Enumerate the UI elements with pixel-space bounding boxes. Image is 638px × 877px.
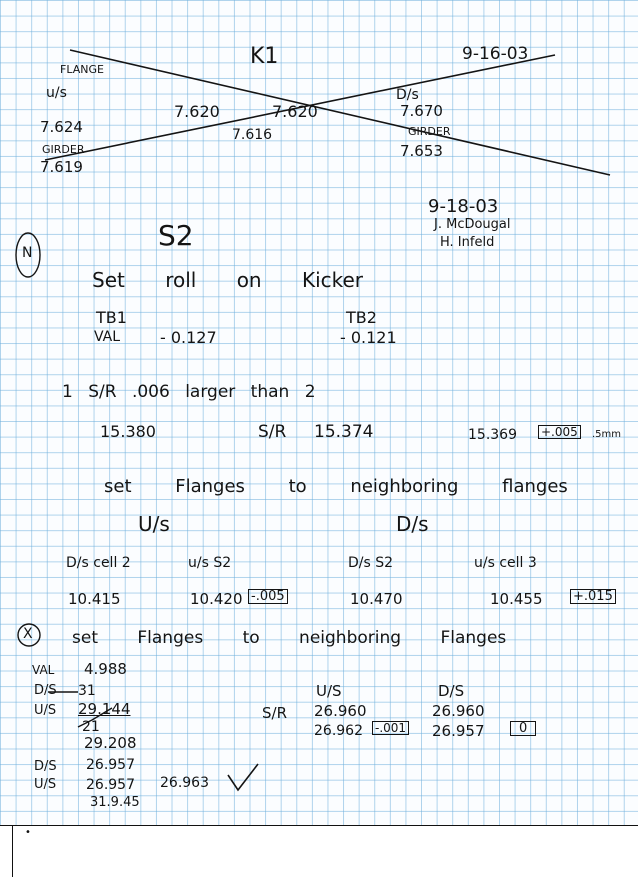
mid-left-value: 7.620 <box>174 102 220 121</box>
x-r-ds2-box: 0 <box>510 721 536 736</box>
ds-label: D/s <box>396 87 419 103</box>
cross-out-stroke-1 <box>70 50 610 175</box>
sr-suffix: .5mm <box>592 429 622 440</box>
x-ds2-label: D/S <box>34 759 57 774</box>
x-r-us2: 26.962 <box>314 723 363 739</box>
sr-correction-box: +.005 <box>538 425 581 439</box>
x-r-ds1: 26.960 <box>432 702 485 720</box>
x-bottom-val: 31.9.45 <box>90 795 140 810</box>
girder-left-value: 7.619 <box>40 158 83 176</box>
x-sub-21: 21 <box>82 719 100 735</box>
x-sum: 29.208 <box>84 734 137 752</box>
x-sr-label: S/R <box>262 704 287 722</box>
mid-center-value: 7.616 <box>232 127 273 143</box>
x-us2-label: U/S <box>34 777 57 792</box>
sr-note: 1 S/R .006 larger than 2 <box>62 382 316 402</box>
x-r-us1: 26.960 <box>314 702 367 720</box>
x-r-ds2: 26.957 <box>432 722 485 740</box>
tb1-val-label: VAL <box>94 329 121 345</box>
x-us-label: U/S <box>34 703 57 718</box>
ds-value: 7.670 <box>400 102 443 120</box>
us-label: u/s <box>46 85 67 101</box>
x-ds2-val: 26.957 <box>86 757 135 773</box>
circled-x-letter: X <box>23 626 33 642</box>
col-2-correction-box: -.005 <box>248 589 288 604</box>
k1-date: 9-16-03 <box>462 44 529 64</box>
set-flanges-note: set Flanges to neighboring flanges <box>104 476 568 497</box>
x-right-us-label: U/S <box>316 682 342 700</box>
us-heading: U/s <box>138 512 170 536</box>
stray-dot: • <box>25 827 31 838</box>
girder-right-value: 7.653 <box>400 142 443 160</box>
col-1-value: 10.415 <box>68 590 121 608</box>
s2-date: 9-18-03 <box>428 196 499 217</box>
col-1-label: D/s cell 2 <box>66 555 131 571</box>
tb1-value: - 0.127 <box>160 328 217 347</box>
col-3-value: 10.470 <box>350 590 403 608</box>
x-flanges-note: set Flanges to neighboring Flanges <box>72 628 507 648</box>
tb2-value: - 0.121 <box>340 328 397 347</box>
x-us-val: 29.144 <box>78 700 131 718</box>
k1-title: K1 <box>250 44 279 69</box>
bottom-border <box>0 825 638 826</box>
sr-value-1: 15.380 <box>100 422 156 441</box>
col-4-correction-box: +.015 <box>570 589 616 604</box>
x-val-label: VAL <box>32 663 55 677</box>
x-val: 4.988 <box>84 660 127 678</box>
x-us2-val: 26.957 <box>86 777 135 793</box>
col-4-value: 10.455 <box>490 590 543 608</box>
set-roll-note: Set roll on Kicker <box>92 268 364 292</box>
col-2-value: 10.420 <box>190 590 243 608</box>
circled-n-letter: N <box>22 245 33 261</box>
x-us2-extra: 26.963 <box>160 775 209 791</box>
engineer-name-1: J. McDougal <box>434 217 511 232</box>
tb2-label: TB2 <box>346 308 377 327</box>
x-ds-val: 31 <box>78 683 96 699</box>
x-ds-label: D/S <box>34 683 57 698</box>
us-value: 7.624 <box>40 118 83 136</box>
tick-mark <box>228 764 258 790</box>
tb1-label: TB1 <box>96 308 127 327</box>
x-right-ds-label: D/S <box>438 682 465 700</box>
sr-value-3: 15.369 <box>468 427 517 443</box>
left-margin-line <box>12 826 13 877</box>
col-3-label: D/s S2 <box>348 555 394 571</box>
x-r-us2-box: -.001 <box>372 721 409 735</box>
girder-left-label: GIRDER <box>42 143 85 156</box>
sr-label: S/R <box>258 422 287 442</box>
mid-right-value: 7.620 <box>272 102 318 121</box>
flange-label: FLANGE <box>60 63 104 76</box>
girder-right-label: GIRDER <box>408 125 451 138</box>
engineer-name-2: H. Infeld <box>440 235 495 250</box>
col-2-label: u/s S2 <box>188 555 232 571</box>
col-4-label: u/s cell 3 <box>474 555 537 571</box>
s2-title: S2 <box>158 219 194 252</box>
sr-value-2: 15.374 <box>314 422 374 442</box>
ds-heading: D/s <box>396 512 429 536</box>
